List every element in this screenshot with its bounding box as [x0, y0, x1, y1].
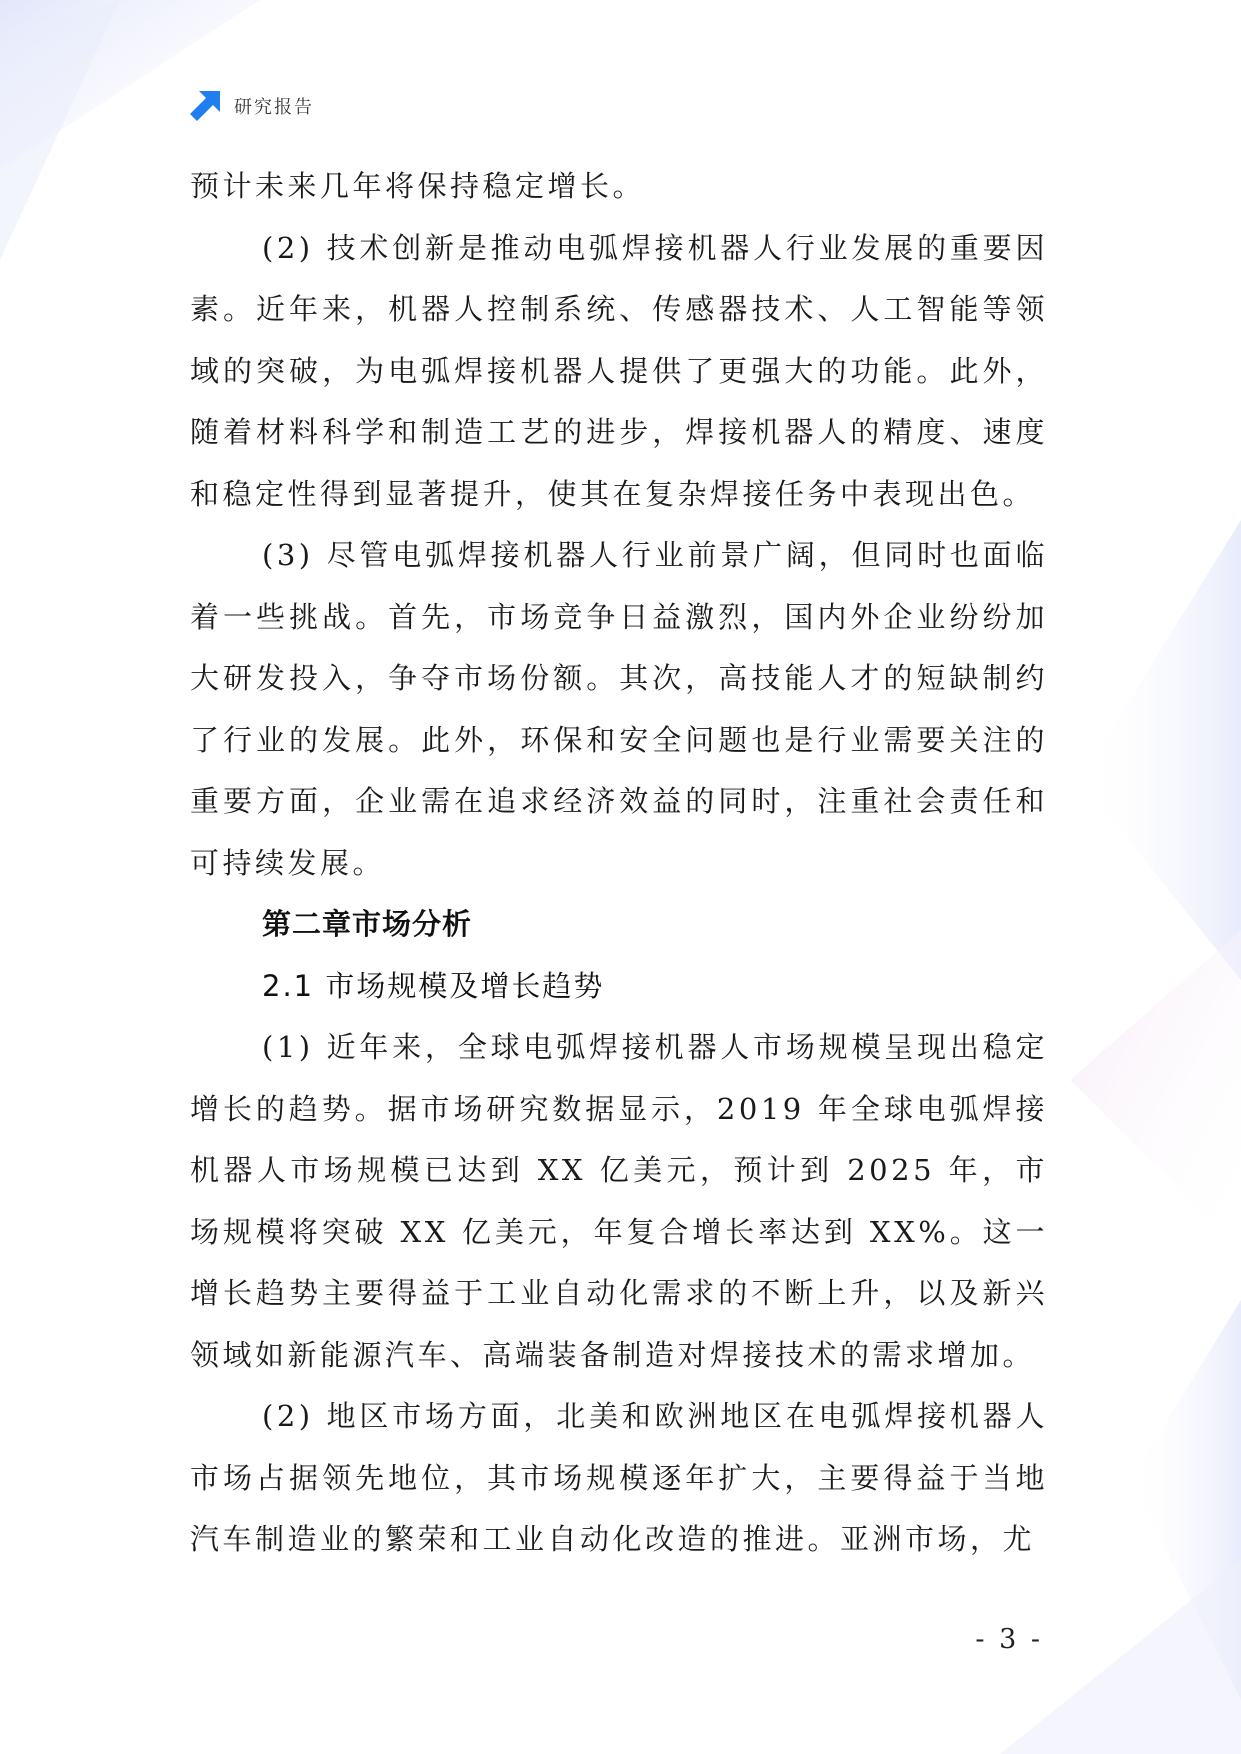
chapter-heading: 第二章市场分析 [262, 907, 473, 941]
page-number: - 3 - [975, 1624, 1043, 1655]
document-body [190, 156, 1048, 1571]
decor-shape-right-pink [1070, 930, 1241, 1250]
decor-shape-right-upper [1080, 520, 1241, 980]
header-title: 研究报告 [234, 97, 314, 118]
paragraph-tech-innovation: (2) 技术创新是推动电弧焊接机器人行业发展的重要因素。近年来，机器人控制系统、传感器技术、人工智能等领域的突破，为电弧焊接机器人提供了更强大的功能。此外，随着材料科学和制造工艺的进步，焊接机器人的精度、速度和稳定性得到显著提升，使其在复杂焊接任务中表现出色。 [190, 230, 1048, 511]
section-heading: 2.1 市场规模及增长趋势 [262, 968, 605, 1003]
arrow-up-right-icon [188, 89, 222, 123]
paragraph-continued: 预计未来几年将保持稳定增长。 [190, 169, 646, 203]
paragraph-market-size: (1) 近年来，全球电弧焊接机器人市场规模呈现出稳定增长的趋势。据市场研究数据显示，2019 年全球电弧焊接机器人市场规模已达到 XX 亿美元，预计到 2025 年，市场规模将突破 XX 亿美元，年复合增长率达到 XX%。这一增长趋势主要得益于工业自动化需求的不断上升，以及新兴领域如新能源汽车、高端装备制造对焊接技术的需求增加。 [190, 1030, 1048, 1372]
report-header [188, 88, 314, 124]
paragraph-regional-market: (2) 地区市场方面，北美和欧洲地区在电弧焊接机器人市场占据领先地位，其市场规模逐年扩大，主要得益于当地汽车制造业的繁荣和工业自动化改造的推进。亚洲市场，尤 [190, 1399, 1048, 1556]
decor-shape-top-left-2 [0, 0, 120, 260]
paragraph-challenges: (3) 尽管电弧焊接机器人行业前景广阔，但同时也面临着一些挑战。首先，市场竞争日益激烈，国内外企业纷纷加大研发投入，争夺市场份额。其次，高技能人才的短缺制约了行业的发展。此外，环保和安全问题也是行业需要关注的重要方面，企业需在追求经济效益的同时，注重社会责任和可持续发展。 [190, 538, 1048, 880]
